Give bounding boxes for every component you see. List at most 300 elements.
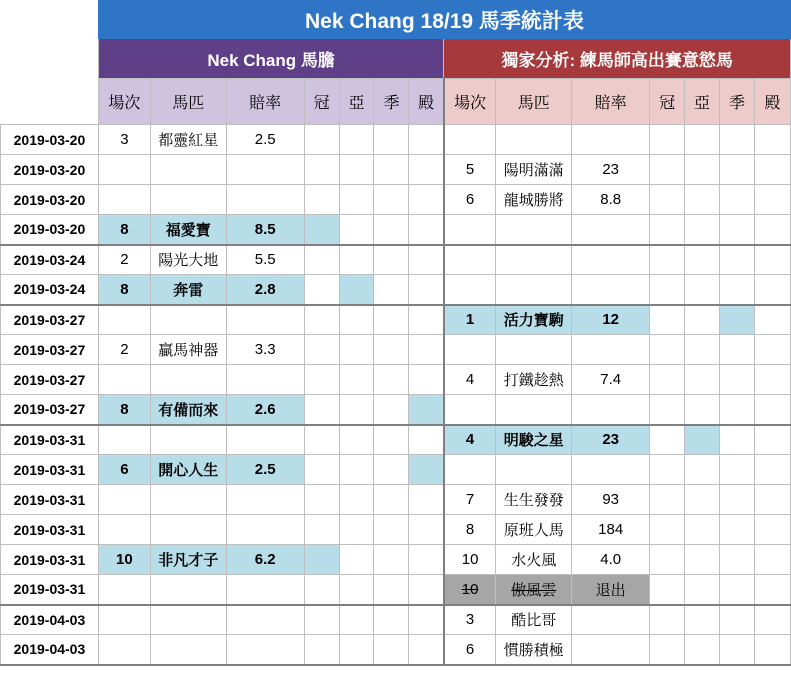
right-odds-cell: 93 (572, 485, 650, 515)
right-first-place-cell (650, 275, 685, 305)
right-first-place-cell (650, 245, 685, 275)
right-race-cell (444, 455, 496, 485)
left-race-cell (98, 185, 150, 215)
left-odds-cell (226, 635, 304, 665)
right-second-place-cell (685, 275, 720, 305)
left-odds-cell: 8.5 (226, 215, 304, 245)
left-race-cell: 2 (98, 245, 150, 275)
right-second-place-cell (685, 545, 720, 575)
left-fourth-place-cell (409, 635, 444, 665)
right-race-cell (444, 275, 496, 305)
right-second-place-cell (685, 365, 720, 395)
left-col-header-odds: 賠率 (226, 79, 304, 125)
table-row (1, 485, 791, 515)
left-col-header-fourth: 殿 (409, 79, 444, 125)
right-third-place-cell (720, 125, 755, 155)
right-fourth-place-cell (754, 515, 790, 545)
left-race-cell (98, 425, 150, 455)
right-col-header-fourth: 殿 (754, 79, 790, 125)
race-date: 2019-03-31 (1, 545, 99, 575)
right-race-cell (444, 215, 496, 245)
table-row (1, 365, 791, 395)
right-third-place-cell (720, 545, 755, 575)
race-date: 2019-03-20 (1, 185, 99, 215)
left-first-place-cell (304, 305, 339, 335)
left-third-place-cell (374, 245, 409, 275)
left-horse-cell (150, 185, 226, 215)
right-first-place-cell (650, 395, 685, 425)
right-horse-cell (496, 455, 572, 485)
left-odds-cell (226, 365, 304, 395)
right-horse-cell (496, 125, 572, 155)
left-group-header: Nek Chang 馬膽 (98, 39, 443, 79)
table-row (1, 395, 791, 425)
table-row (1, 275, 791, 305)
right-third-place-cell (720, 305, 755, 335)
race-date: 2019-03-27 (1, 335, 99, 365)
left-odds-cell (226, 425, 304, 455)
right-horse-cell: 酷比哥 (496, 605, 572, 635)
left-race-cell (98, 575, 150, 605)
right-race-cell: 10 (444, 575, 496, 605)
right-first-place-cell (650, 215, 685, 245)
left-race-cell: 10 (98, 545, 150, 575)
right-race-cell: 6 (444, 185, 496, 215)
right-col-header-second: 亞 (685, 79, 720, 125)
left-col-header-horse: 馬匹 (150, 79, 226, 125)
left-odds-cell (226, 155, 304, 185)
right-fourth-place-cell (754, 365, 790, 395)
right-race-cell: 7 (444, 485, 496, 515)
left-second-place-cell (339, 125, 374, 155)
right-col-header-first: 冠 (650, 79, 685, 125)
table-row (1, 575, 791, 605)
left-third-place-cell (374, 605, 409, 635)
right-first-place-cell (650, 455, 685, 485)
left-first-place-cell (304, 335, 339, 365)
left-third-place-cell (374, 155, 409, 185)
left-race-cell (98, 305, 150, 335)
left-horse-cell: 都靈紅星 (150, 125, 226, 155)
left-col-header-race: 場次 (98, 79, 150, 125)
table-row (1, 305, 791, 335)
race-date: 2019-03-31 (1, 455, 99, 485)
right-fourth-place-cell (754, 455, 790, 485)
right-col-header-horse: 馬匹 (496, 79, 572, 125)
right-second-place-cell (685, 245, 720, 275)
right-horse-cell: 陽明滿滿 (496, 155, 572, 185)
table-row (1, 245, 791, 275)
right-horse-cell: 打鐵趁熱 (496, 365, 572, 395)
left-horse-cell (150, 305, 226, 335)
left-odds-cell (226, 515, 304, 545)
left-first-place-cell (304, 395, 339, 425)
left-fourth-place-cell (409, 575, 444, 605)
right-fourth-place-cell (754, 605, 790, 635)
right-race-cell: 6 (444, 635, 496, 665)
right-fourth-place-cell (754, 395, 790, 425)
race-date: 2019-03-31 (1, 575, 99, 605)
right-race-cell: 3 (444, 605, 496, 635)
right-third-place-cell (720, 155, 755, 185)
right-odds-cell: 184 (572, 515, 650, 545)
right-odds-cell (572, 125, 650, 155)
right-fourth-place-cell (754, 215, 790, 245)
right-odds-cell (572, 395, 650, 425)
left-odds-cell: 6.2 (226, 545, 304, 575)
race-date: 2019-03-24 (1, 275, 99, 305)
right-odds-cell (572, 275, 650, 305)
race-date: 2019-03-20 (1, 155, 99, 185)
right-fourth-place-cell (754, 155, 790, 185)
right-second-place-cell (685, 155, 720, 185)
left-odds-cell: 2.8 (226, 275, 304, 305)
right-third-place-cell (720, 395, 755, 425)
left-race-cell: 2 (98, 335, 150, 365)
right-second-place-cell (685, 305, 720, 335)
right-second-place-cell (685, 635, 720, 665)
left-third-place-cell (374, 275, 409, 305)
left-second-place-cell (339, 455, 374, 485)
right-first-place-cell (650, 155, 685, 185)
right-first-place-cell (650, 605, 685, 635)
right-race-cell: 1 (444, 305, 496, 335)
right-first-place-cell (650, 515, 685, 545)
right-race-cell: 8 (444, 515, 496, 545)
right-odds-cell: 7.4 (572, 365, 650, 395)
left-first-place-cell (304, 545, 339, 575)
race-date: 2019-03-24 (1, 245, 99, 275)
left-horse-cell: 福愛寶 (150, 215, 226, 245)
left-second-place-cell (339, 515, 374, 545)
left-col-header-second: 亞 (339, 79, 374, 125)
left-third-place-cell (374, 365, 409, 395)
right-third-place-cell (720, 455, 755, 485)
right-third-place-cell (720, 185, 755, 215)
right-first-place-cell (650, 305, 685, 335)
right-fourth-place-cell (754, 305, 790, 335)
race-date: 2019-03-20 (1, 215, 99, 245)
left-horse-cell (150, 575, 226, 605)
race-date: 2019-03-27 (1, 395, 99, 425)
right-fourth-place-cell (754, 635, 790, 665)
left-first-place-cell (304, 155, 339, 185)
left-horse-cell (150, 605, 226, 635)
left-race-cell: 8 (98, 215, 150, 245)
left-fourth-place-cell (409, 425, 444, 455)
table-row (1, 215, 791, 245)
right-horse-cell: 明駿之星 (496, 425, 572, 455)
right-second-place-cell (685, 455, 720, 485)
corner-blank (1, 1, 99, 39)
left-horse-cell: 開心人生 (150, 455, 226, 485)
right-fourth-place-cell (754, 245, 790, 275)
right-fourth-place-cell (754, 125, 790, 155)
race-date: 2019-03-31 (1, 425, 99, 455)
left-fourth-place-cell (409, 485, 444, 515)
race-date: 2019-03-27 (1, 305, 99, 335)
left-second-place-cell (339, 305, 374, 335)
corner-blank (1, 39, 99, 79)
left-first-place-cell (304, 275, 339, 305)
left-second-place-cell (339, 575, 374, 605)
right-race-cell: 10 (444, 545, 496, 575)
left-second-place-cell (339, 185, 374, 215)
left-race-cell (98, 635, 150, 665)
right-race-cell (444, 335, 496, 365)
right-odds-cell (572, 335, 650, 365)
left-horse-cell (150, 515, 226, 545)
left-horse-cell (150, 155, 226, 185)
left-second-place-cell (339, 335, 374, 365)
left-horse-cell (150, 635, 226, 665)
table-row (1, 545, 791, 575)
left-race-cell: 8 (98, 275, 150, 305)
table-row (1, 125, 791, 155)
left-odds-cell: 2.5 (226, 125, 304, 155)
right-odds-cell (572, 605, 650, 635)
left-race-cell (98, 515, 150, 545)
left-horse-cell: 非凡才子 (150, 545, 226, 575)
left-first-place-cell (304, 365, 339, 395)
left-fourth-place-cell (409, 155, 444, 185)
left-race-cell (98, 155, 150, 185)
right-second-place-cell (685, 425, 720, 455)
left-odds-cell: 2.6 (226, 395, 304, 425)
right-fourth-place-cell (754, 485, 790, 515)
right-third-place-cell (720, 575, 755, 605)
right-horse-cell: 傲風雲 (496, 575, 572, 605)
race-date: 2019-04-03 (1, 605, 99, 635)
right-third-place-cell (720, 515, 755, 545)
right-third-place-cell (720, 635, 755, 665)
right-horse-cell (496, 335, 572, 365)
right-third-place-cell (720, 335, 755, 365)
right-fourth-place-cell (754, 275, 790, 305)
left-third-place-cell (374, 455, 409, 485)
left-first-place-cell (304, 575, 339, 605)
left-second-place-cell (339, 545, 374, 575)
right-third-place-cell (720, 275, 755, 305)
right-odds-cell: 23 (572, 425, 650, 455)
left-odds-cell: 5.5 (226, 245, 304, 275)
left-horse-cell: 陽光大地 (150, 245, 226, 275)
right-third-place-cell (720, 365, 755, 395)
left-first-place-cell (304, 245, 339, 275)
left-fourth-place-cell (409, 215, 444, 245)
left-first-place-cell (304, 215, 339, 245)
left-fourth-place-cell (409, 185, 444, 215)
right-first-place-cell (650, 485, 685, 515)
left-first-place-cell (304, 455, 339, 485)
left-fourth-place-cell (409, 335, 444, 365)
right-first-place-cell (650, 545, 685, 575)
right-odds-cell: 23 (572, 155, 650, 185)
right-second-place-cell (685, 125, 720, 155)
race-date: 2019-03-20 (1, 125, 99, 155)
left-first-place-cell (304, 125, 339, 155)
left-first-place-cell (304, 185, 339, 215)
right-third-place-cell (720, 215, 755, 245)
left-second-place-cell (339, 485, 374, 515)
left-third-place-cell (374, 485, 409, 515)
left-horse-cell: 有備而來 (150, 395, 226, 425)
right-second-place-cell (685, 485, 720, 515)
left-horse-cell (150, 485, 226, 515)
left-fourth-place-cell (409, 455, 444, 485)
left-second-place-cell (339, 215, 374, 245)
right-first-place-cell (650, 425, 685, 455)
right-fourth-place-cell (754, 425, 790, 455)
right-race-cell: 4 (444, 425, 496, 455)
left-horse-cell (150, 365, 226, 395)
right-group-header: 獨家分析: 練馬師高出賽意慾馬 (444, 39, 791, 79)
right-second-place-cell (685, 605, 720, 635)
right-odds-cell (572, 635, 650, 665)
right-third-place-cell (720, 605, 755, 635)
left-second-place-cell (339, 365, 374, 395)
left-fourth-place-cell (409, 365, 444, 395)
left-horse-cell (150, 425, 226, 455)
left-third-place-cell (374, 545, 409, 575)
left-race-cell: 3 (98, 125, 150, 155)
left-horse-cell: 奔雷 (150, 275, 226, 305)
right-horse-cell (496, 245, 572, 275)
left-third-place-cell (374, 215, 409, 245)
right-first-place-cell (650, 635, 685, 665)
right-third-place-cell (720, 485, 755, 515)
right-second-place-cell (685, 515, 720, 545)
left-second-place-cell (339, 425, 374, 455)
left-first-place-cell (304, 485, 339, 515)
right-first-place-cell (650, 335, 685, 365)
left-second-place-cell (339, 605, 374, 635)
left-odds-cell (226, 575, 304, 605)
left-fourth-place-cell (409, 245, 444, 275)
right-second-place-cell (685, 335, 720, 365)
left-second-place-cell (339, 245, 374, 275)
table-row (1, 155, 791, 185)
left-odds-cell (226, 185, 304, 215)
right-horse-cell (496, 215, 572, 245)
right-fourth-place-cell (754, 185, 790, 215)
right-first-place-cell (650, 185, 685, 215)
left-third-place-cell (374, 395, 409, 425)
left-fourth-place-cell (409, 515, 444, 545)
right-horse-cell (496, 395, 572, 425)
right-fourth-place-cell (754, 575, 790, 605)
left-odds-cell (226, 305, 304, 335)
right-horse-cell: 生生發發 (496, 485, 572, 515)
right-odds-cell (572, 215, 650, 245)
right-first-place-cell (650, 575, 685, 605)
right-first-place-cell (650, 125, 685, 155)
left-odds-cell: 3.3 (226, 335, 304, 365)
left-fourth-place-cell (409, 305, 444, 335)
left-race-cell (98, 605, 150, 635)
left-second-place-cell (339, 395, 374, 425)
right-second-place-cell (685, 215, 720, 245)
left-third-place-cell (374, 575, 409, 605)
right-horse-cell: 原班人馬 (496, 515, 572, 545)
left-fourth-place-cell (409, 605, 444, 635)
table-row (1, 635, 791, 665)
left-odds-cell (226, 485, 304, 515)
left-second-place-cell (339, 275, 374, 305)
left-first-place-cell (304, 425, 339, 455)
left-third-place-cell (374, 305, 409, 335)
left-race-cell (98, 485, 150, 515)
right-odds-cell (572, 245, 650, 275)
left-third-place-cell (374, 425, 409, 455)
race-date: 2019-03-27 (1, 365, 99, 395)
right-race-cell: 5 (444, 155, 496, 185)
left-odds-cell: 2.5 (226, 455, 304, 485)
left-third-place-cell (374, 125, 409, 155)
left-fourth-place-cell (409, 395, 444, 425)
table-row (1, 425, 791, 455)
right-horse-cell: 水火風 (496, 545, 572, 575)
right-race-cell (444, 125, 496, 155)
left-odds-cell (226, 605, 304, 635)
left-col-header-third: 季 (374, 79, 409, 125)
left-fourth-place-cell (409, 545, 444, 575)
left-fourth-place-cell (409, 125, 444, 155)
left-third-place-cell (374, 185, 409, 215)
right-second-place-cell (685, 185, 720, 215)
right-second-place-cell (685, 395, 720, 425)
left-third-place-cell (374, 635, 409, 665)
right-horse-cell: 慣勝積極 (496, 635, 572, 665)
left-third-place-cell (374, 515, 409, 545)
right-fourth-place-cell (754, 545, 790, 575)
left-first-place-cell (304, 635, 339, 665)
left-second-place-cell (339, 635, 374, 665)
right-second-place-cell (685, 575, 720, 605)
right-first-place-cell (650, 365, 685, 395)
right-third-place-cell (720, 425, 755, 455)
right-race-cell (444, 245, 496, 275)
left-race-cell: 6 (98, 455, 150, 485)
right-odds-cell: 12 (572, 305, 650, 335)
race-date: 2019-03-31 (1, 485, 99, 515)
right-odds-cell (572, 455, 650, 485)
left-fourth-place-cell (409, 275, 444, 305)
right-horse-cell (496, 275, 572, 305)
left-first-place-cell (304, 515, 339, 545)
left-col-header-first: 冠 (304, 79, 339, 125)
left-second-place-cell (339, 155, 374, 185)
right-odds-cell: 4.0 (572, 545, 650, 575)
right-fourth-place-cell (754, 335, 790, 365)
right-race-cell: 4 (444, 365, 496, 395)
left-first-place-cell (304, 605, 339, 635)
right-col-header-third: 季 (720, 79, 755, 125)
table-row (1, 185, 791, 215)
race-date: 2019-04-03 (1, 635, 99, 665)
right-odds-cell: 退出 (572, 575, 650, 605)
right-third-place-cell (720, 245, 755, 275)
page-title: Nek Chang 18/19 馬季統計表 (98, 1, 790, 39)
right-col-header-odds: 賠率 (572, 79, 650, 125)
right-col-header-race: 場次 (444, 79, 496, 125)
left-race-cell: 8 (98, 395, 150, 425)
right-race-cell (444, 395, 496, 425)
left-race-cell (98, 365, 150, 395)
table-row (1, 335, 791, 365)
left-horse-cell: 贏馬神器 (150, 335, 226, 365)
right-odds-cell: 8.8 (572, 185, 650, 215)
